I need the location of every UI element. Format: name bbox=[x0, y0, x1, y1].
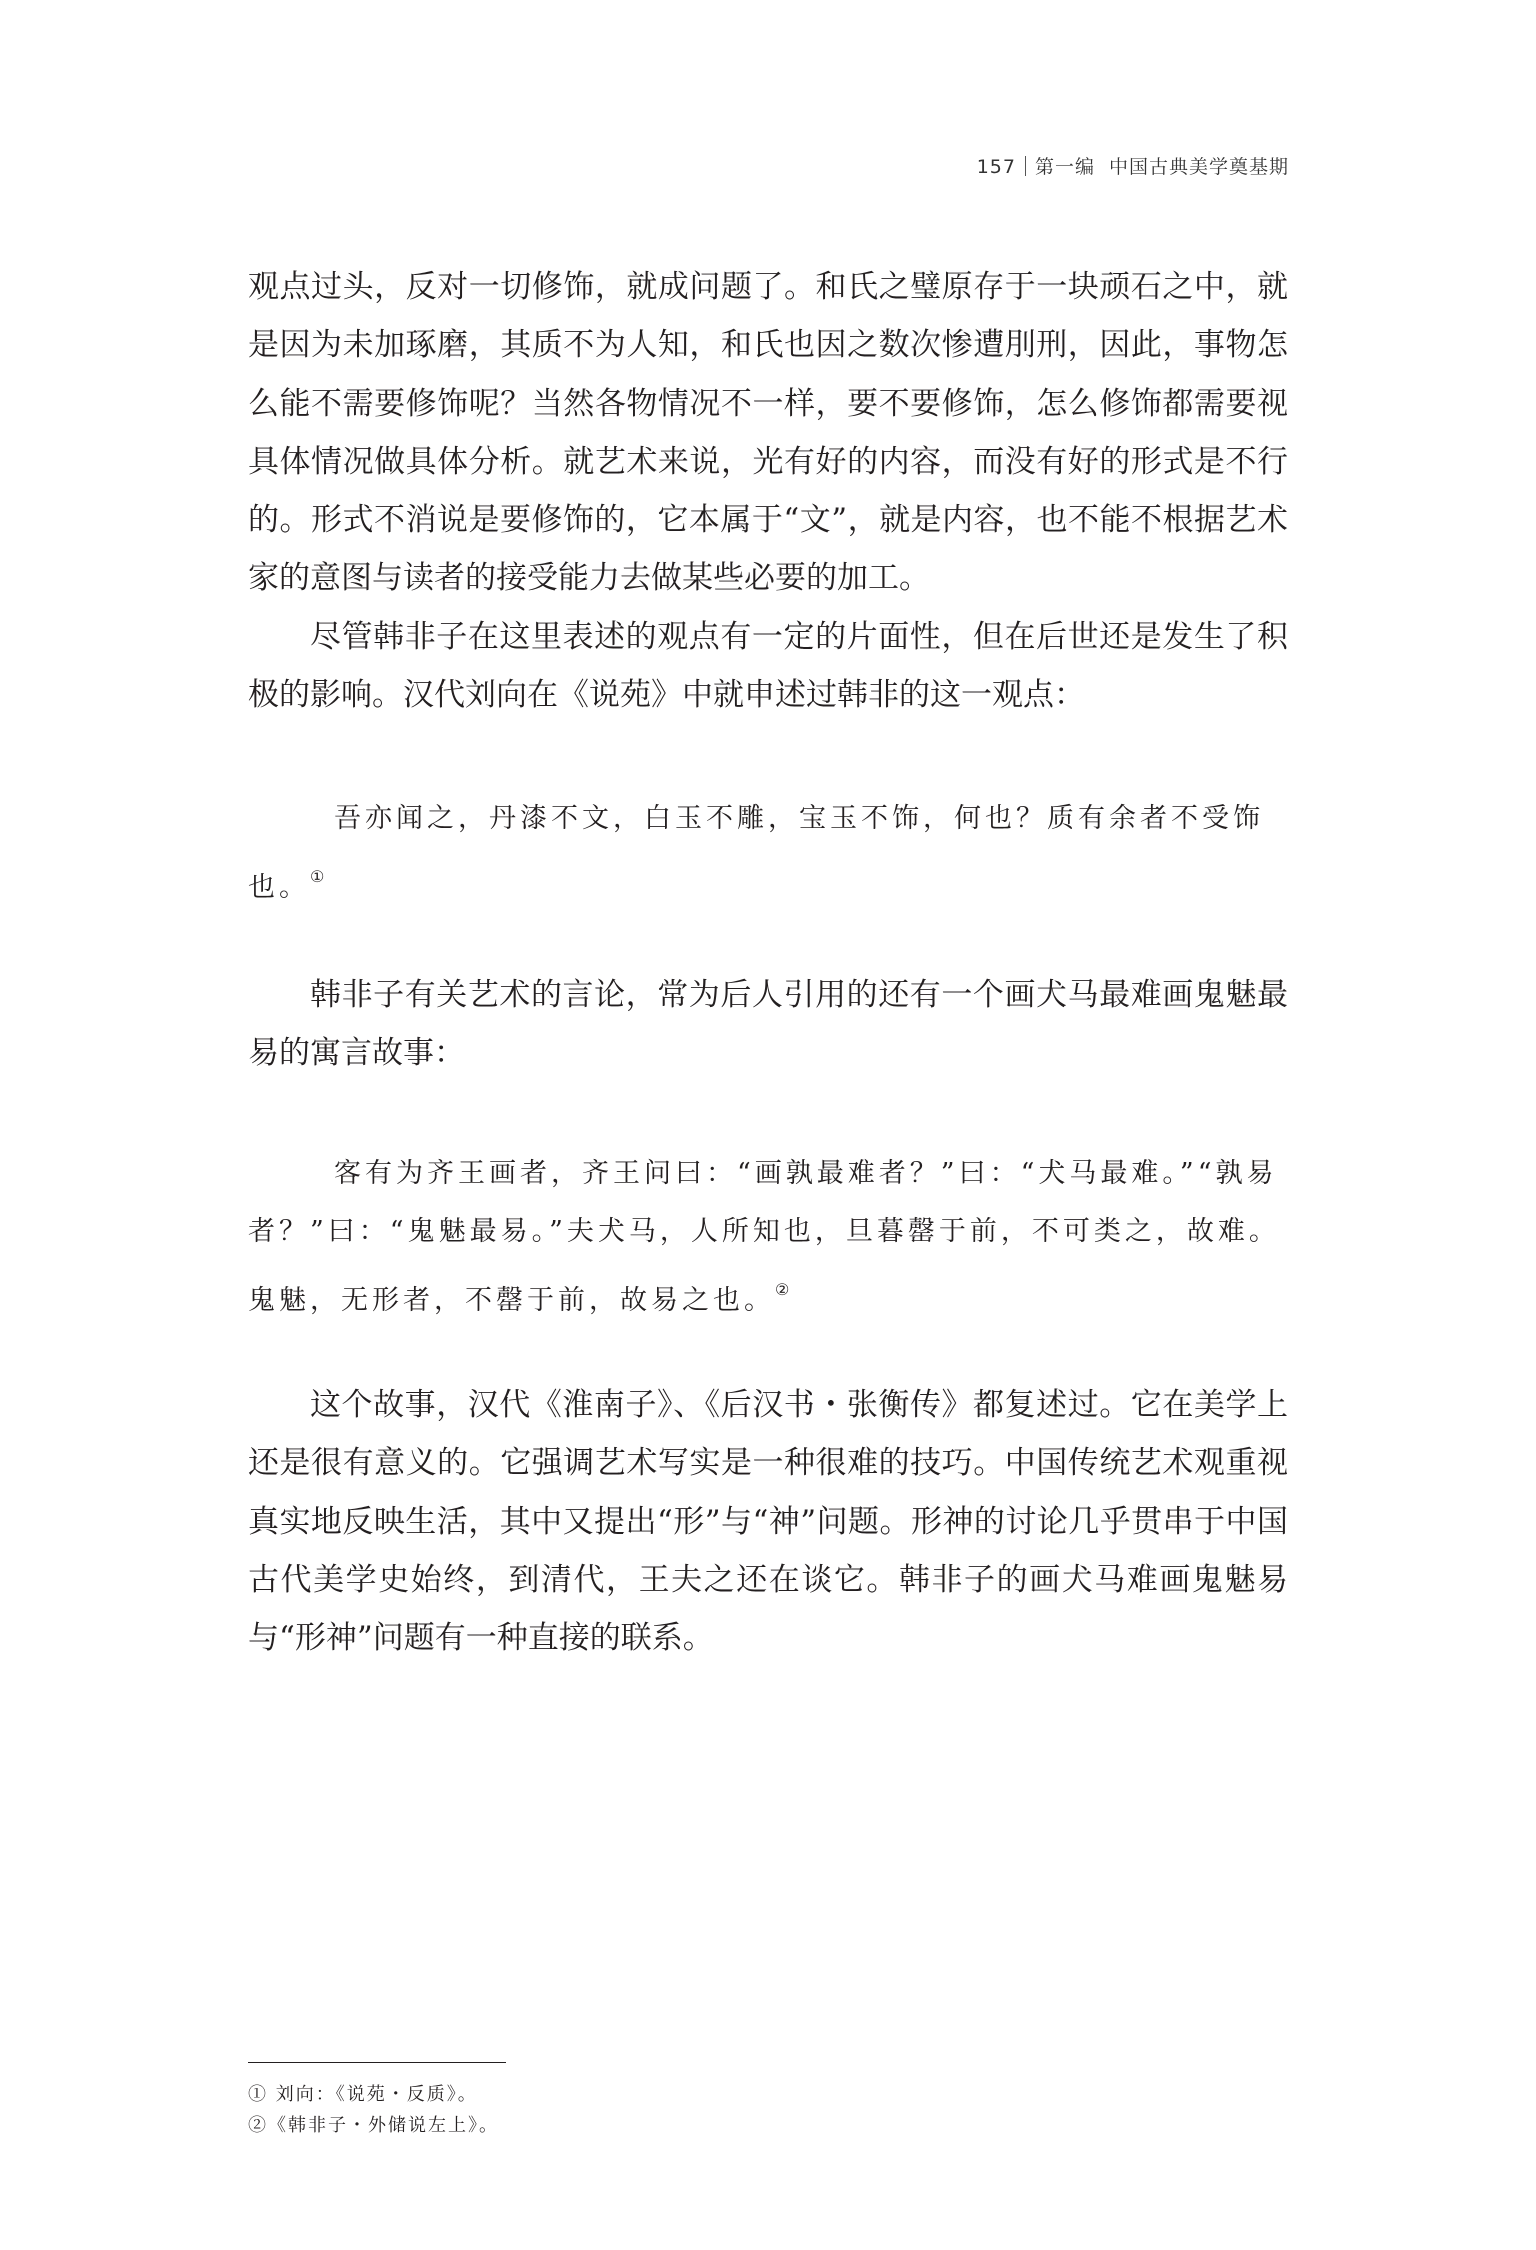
footnote-2: ②《韩非子・外储说左上》。 bbox=[248, 2115, 499, 2136]
paragraph-2: 尽管韩非子在这里表述的观点有一定的片面性，但在后世还是发生了积极的影响。汉代刘向在《说苑》中就申述过韩非的这一观点： bbox=[248, 619, 1288, 714]
block-quote-1-text: 吾亦闻之，丹漆不文，白玉不雕，宝玉不饰，何也？质有余者不受饰也。 bbox=[248, 803, 1264, 903]
block-quote-2-text: 客有为齐王画者，齐王问曰：“画孰最难者？”曰：“犬马最难。”“孰易者？”曰：“鬼魅最易。”夫犬马，人所知也，旦暮罄于前，不可类之，故难。鬼魅，无形者，不罄于前，故易之也。 bbox=[248, 1158, 1280, 1316]
footnote-ref-1: ① bbox=[310, 867, 325, 886]
paragraph-1: 观点过头，反对一切修饰，就成问题了。和氏之璧原存于一块顽石之中，就是因为未加琢磨，其质不为人知，和氏也因之数次惨遭刖刑，因此，事物怎么能不需要修饰呢？当然各物情况不一样，要不要修饰，怎么修饰都需要视具体情况做具体分析。就艺术来说，光有好的内容，而没有好的形式是不行的。形式不消说是要修饰的，它本属于“文”，就是内容，也不能不根据艺术家的意图与读者的接受能力去做某些必要的加工。 bbox=[248, 269, 1288, 597]
chapter-title: 中国古典美学奠基期 bbox=[1108, 156, 1289, 178]
block-quote-2 bbox=[248, 1145, 1288, 1330]
header-separator bbox=[1025, 156, 1026, 176]
running-header bbox=[977, 152, 1289, 179]
paragraph-4: 这个故事，汉代《淮南子》、《后汉书・张衡传》都复述过。它在美学上还是很有意义的。它强调艺术写实是一种很难的技巧。中国传统艺术观重视真实地反映生活，其中又提出“形”与“神”问题。形神的讨论几乎贯串于中国古代美学史始终，到清代，王夫之还在谈它。韩非子的画犬马难画鬼魅易与“形神”问题有一种直接的联系。 bbox=[248, 1387, 1288, 1657]
footnote-1: ① 刘向：《说苑・反质》。 bbox=[248, 2084, 478, 2105]
block-quote-1 bbox=[248, 790, 1288, 917]
footnote-ref-2: ② bbox=[775, 1280, 790, 1299]
footnote-divider bbox=[248, 2062, 506, 2063]
page-number: 157 bbox=[976, 156, 1016, 178]
paragraph-3: 韩非子有关艺术的言论，常为后人引用的还有一个画犬马最难画鬼魅最易的寓言故事： bbox=[248, 977, 1288, 1072]
part-title: 第一编 bbox=[1034, 156, 1095, 178]
